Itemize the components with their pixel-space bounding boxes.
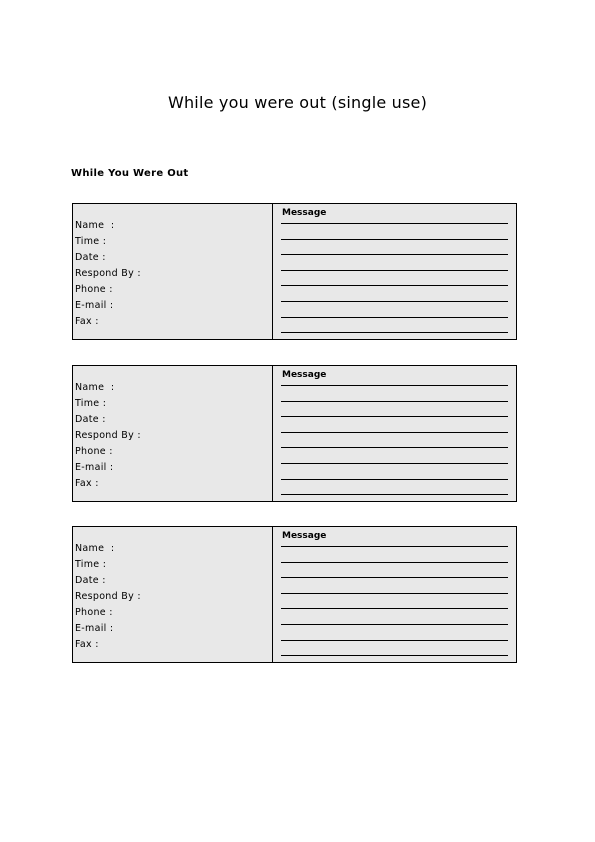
message-card (72, 526, 517, 663)
writing-line (281, 546, 508, 562)
writing-line (281, 624, 508, 640)
field-name-label: Name : (75, 382, 115, 393)
writing-line (281, 593, 508, 609)
writing-line (281, 301, 508, 317)
field-email-label: E-mail : (75, 300, 114, 311)
writing-line (281, 447, 508, 463)
writing-line (281, 463, 508, 479)
writing-line (281, 608, 508, 624)
writing-line (281, 562, 508, 578)
field-respond-by-label: Respond By : (75, 430, 141, 441)
field-date-label: Date : (75, 252, 106, 263)
caller-fields (75, 380, 141, 492)
writing-line (281, 254, 508, 270)
writing-line (281, 479, 508, 495)
column-divider (272, 366, 273, 501)
message-card (72, 203, 517, 340)
message-writing-lines (281, 546, 508, 671)
column-divider (272, 204, 273, 339)
writing-line (281, 332, 508, 348)
field-date-label: Date : (75, 575, 106, 586)
page-title: While you were out (single use) (167, 93, 428, 112)
writing-line (281, 416, 508, 432)
message-label: Message (282, 531, 327, 541)
writing-line (281, 577, 508, 593)
field-fax-label: Fax : (75, 316, 99, 327)
column-divider (272, 527, 273, 662)
field-email-label: E-mail : (75, 462, 114, 473)
writing-line (281, 432, 508, 448)
message-writing-lines (281, 385, 508, 510)
writing-line (281, 655, 508, 671)
caller-fields (75, 541, 141, 653)
field-phone-label: Phone : (75, 446, 113, 457)
field-email-label: E-mail : (75, 623, 114, 634)
writing-line (281, 270, 508, 286)
message-card (72, 365, 517, 502)
writing-line (281, 223, 508, 239)
writing-line (281, 494, 508, 510)
field-respond-by-label: Respond By : (75, 268, 141, 279)
field-phone-label: Phone : (75, 284, 113, 295)
message-label: Message (282, 208, 327, 218)
writing-line (281, 385, 508, 401)
message-label: Message (282, 370, 327, 380)
writing-line (281, 317, 508, 333)
field-time-label: Time : (75, 398, 107, 409)
field-phone-label: Phone : (75, 607, 113, 618)
writing-line (281, 239, 508, 255)
field-respond-by-label: Respond By : (75, 591, 141, 602)
writing-line (281, 401, 508, 417)
field-fax-label: Fax : (75, 478, 99, 489)
message-writing-lines (281, 223, 508, 348)
field-date-label: Date : (75, 414, 106, 425)
writing-line (281, 285, 508, 301)
caller-fields (75, 218, 141, 330)
writing-line (281, 640, 508, 656)
field-time-label: Time : (75, 559, 107, 570)
field-name-label: Name : (75, 220, 115, 231)
field-fax-label: Fax : (75, 639, 99, 650)
field-time-label: Time : (75, 236, 107, 247)
form-heading: While You Were Out (71, 168, 189, 179)
field-name-label: Name : (75, 543, 115, 554)
